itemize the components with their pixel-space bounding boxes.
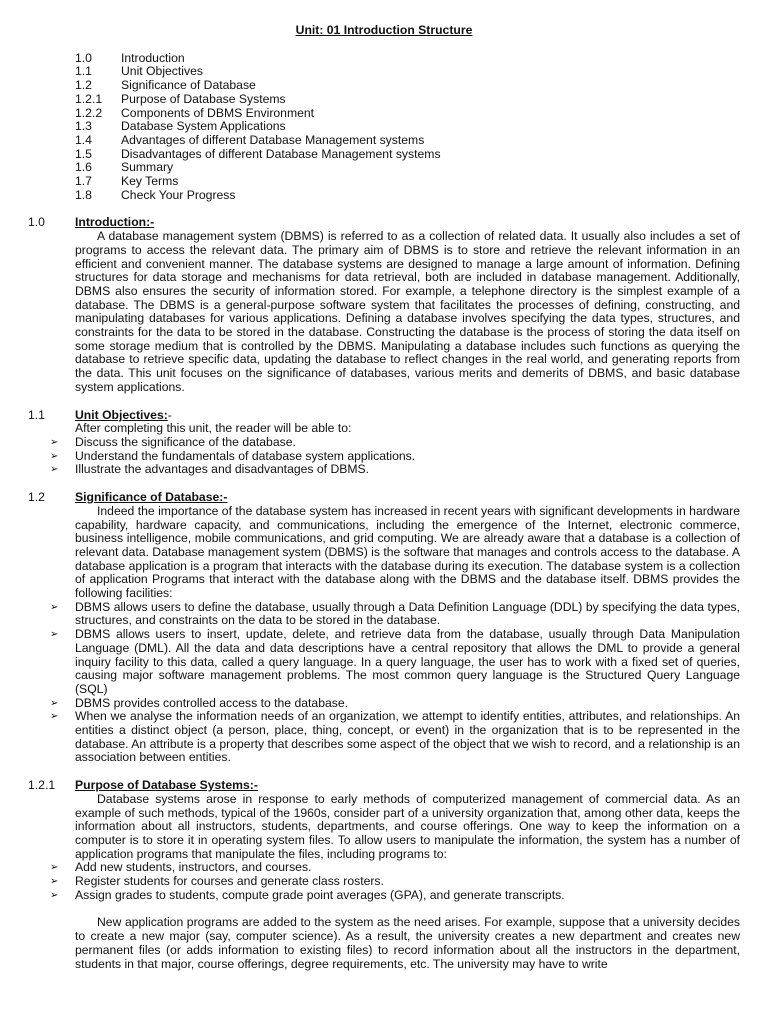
list-item: ➢ Illustrate the advantages and disadvantages of DBMS. bbox=[50, 462, 370, 477]
section-heading bbox=[28, 409, 740, 423]
arrowhead-bullet-icon: ➢ bbox=[50, 711, 59, 723]
toc-item bbox=[75, 175, 740, 189]
toc-number: 1.1 bbox=[75, 64, 92, 79]
arrowhead-bullet-icon: ➢ bbox=[50, 436, 59, 448]
section-title: Significance of Database:- bbox=[75, 490, 228, 505]
toc-label: Unit Objectives bbox=[121, 64, 203, 79]
section-number: 1.2.1 bbox=[28, 778, 56, 793]
toc-number: 1.5 bbox=[75, 146, 92, 161]
objectives-list bbox=[28, 436, 740, 477]
section-significance bbox=[28, 491, 740, 765]
toc-item bbox=[75, 107, 740, 121]
toc-label: Disadvantages of different Database Management systems bbox=[121, 146, 441, 161]
section-purpose bbox=[28, 779, 740, 971]
toc-item bbox=[75, 65, 740, 79]
toc-number: 1.4 bbox=[75, 132, 92, 147]
section-title: Purpose of Database Systems:- bbox=[75, 778, 258, 793]
section-title: Unit Objectives: bbox=[75, 407, 168, 422]
section-number: 1.1 bbox=[28, 407, 45, 422]
facilities-list bbox=[28, 601, 740, 765]
toc-number: 1.2.2 bbox=[75, 105, 103, 120]
list-item: ➢ Understand the fundamentals of database system applications. bbox=[50, 448, 416, 463]
list-item: ➢ DBMS provides controlled access to the database. bbox=[50, 695, 349, 710]
programs-list bbox=[28, 861, 740, 902]
section-title-suffix: - bbox=[167, 407, 172, 422]
arrowhead-bullet-icon: ➢ bbox=[50, 876, 59, 888]
toc-label: Summary bbox=[121, 160, 174, 175]
section-lead: After completing this unit, the reader will be able to: bbox=[75, 421, 352, 436]
unit-title: Unit: 01 Introduction Structure bbox=[295, 23, 473, 37]
toc-item bbox=[75, 161, 740, 175]
section-unit-objectives bbox=[28, 409, 740, 478]
arrowhead-bullet-icon: ➢ bbox=[50, 889, 59, 901]
toc-item bbox=[75, 79, 740, 93]
arrowhead-bullet-icon: ➢ bbox=[50, 862, 59, 874]
toc-label: Database System Applications bbox=[121, 119, 286, 134]
section-heading bbox=[28, 216, 740, 230]
section-introduction bbox=[28, 216, 740, 394]
arrowhead-bullet-icon: ➢ bbox=[50, 697, 59, 709]
arrowhead-bullet-icon: ➢ bbox=[50, 601, 59, 613]
toc-label: Check Your Progress bbox=[121, 187, 236, 202]
toc-item bbox=[75, 52, 740, 66]
toc-number: 1.7 bbox=[75, 174, 92, 189]
toc-label: Purpose of Database Systems bbox=[121, 91, 286, 106]
list-item: ➢ DBMS allows users to insert, update, delete, and retrieve data from the database, usually through Data Manipulation Language (DML). All the data and data descriptions have a central repository that allows the DML to provide a general inquiry facility to this data, called a query language. In a query language, the user has to work with a fixed set of queries, causing major software management problems. The most common query language is the Structured Query Language (SQL) bbox=[50, 627, 740, 696]
arrowhead-bullet-icon: ➢ bbox=[50, 464, 59, 476]
toc-item bbox=[75, 189, 740, 203]
toc-number: 1.2 bbox=[75, 78, 92, 93]
toc-label: Components of DBMS Environment bbox=[121, 105, 315, 120]
arrowhead-bullet-icon: ➢ bbox=[50, 450, 59, 462]
list-item: ➢ Discuss the significance of the database. bbox=[50, 434, 296, 449]
section-number: 1.2 bbox=[28, 490, 45, 505]
arrowhead-bullet-icon: ➢ bbox=[50, 629, 59, 641]
list-item: ➢ Assign grades to students, compute grade point averages (GPA), and generate transcripts. bbox=[50, 887, 565, 902]
table-of-contents bbox=[75, 52, 740, 203]
section-paragraph: A database management system (DBMS) is referred to as a collection of related data. It usually also includes a set of programs to access the relevant data. The primary aim of DBMS is to store and retrieve the relevant information in an efficient and convenient manner. The database systems are designed to manage a large amount of information. Defining structures for data storage and mechanisms for data retrieval, both are included in database management. Additionally, DBMS also ensures the security of information stored. For example, a telephone directory is the simplest example of a database. The DBMS is a general-purpose software system that facilitates the processes of defining, constructing, and manipulating databases for various applications. Defining a database involves specifying the data types, structures, and constraints for the data to be stored in the database. Constructing the database is the process of storing the data itself on some storage medium that is controlled by the DBMS. Manipulating a database includes such functions as querying the database to retrieve specific data, updating the database to reflect changes in the real world, and generating reports from the data. This unit focuses on the significance of databases, various merits and demerits of DBMS, and basic database system applications. bbox=[75, 229, 740, 394]
toc-number: 1.8 bbox=[75, 187, 92, 202]
toc-label: Key Terms bbox=[121, 174, 179, 189]
toc-item bbox=[75, 148, 740, 162]
toc-number: 1.2.1 bbox=[75, 91, 103, 106]
list-item: ➢ Register students for courses and generate class rosters. bbox=[50, 874, 384, 889]
list-item: ➢ DBMS allows users to define the database, usually through a Data Definition Language (DDL) by specifying the data types, structures, and constraints on the data to be stored in the database. bbox=[50, 599, 740, 628]
section-number: 1.0 bbox=[28, 215, 45, 230]
list-item: ➢ Add new students, instructors, and courses. bbox=[50, 860, 312, 875]
section-title: Introduction:- bbox=[75, 215, 155, 230]
section-heading bbox=[28, 491, 740, 505]
section-paragraph: Indeed the importance of the database system has increased in recent years with significant developments in hardware capability, hardware capacity, and communications, including the emergence of the Internet, electronic commerce, business intelligence, mobile communications, and grid computing. We are already aware that a database is a collection of relevant data. Database management system (DBMS) is the software that manages and controls access to the database. A database application is a program that interacts with the database during its execution. The database system is a collection of application Programs that interact with the database along with the DBMS and the database itself. DBMS provides the following facilities: bbox=[75, 503, 740, 601]
list-item: ➢ When we analyse the information needs of an organization, we attempt to identify entities, attributes, and relationships. An entities a distinct object (a person, place, thing, concept, or event) in the organization that is to be represented in the database. An attribute is a property that describes some aspect of the object that we wish to record, and a relationship is an association between entities. bbox=[50, 709, 740, 765]
toc-label: Introduction bbox=[121, 50, 185, 65]
toc-label: Advantages of different Database Management systems bbox=[121, 132, 425, 147]
toc-item bbox=[75, 120, 740, 134]
toc-item bbox=[75, 134, 740, 148]
section-paragraph: Database systems arose in response to early methods of computerized management of commercial data. As an example of such methods, typical of the 1960s, consider part of a university organization that, among other data, keeps the information about all instructors, students, departments, and course offerings. One way to keep the information on a computer is to store it in operating system files. To allow users to manipulate the information, the system has a number of application programs that manipulate the files, including programs to: bbox=[75, 791, 740, 861]
toc-item bbox=[75, 93, 740, 107]
section-heading bbox=[28, 779, 740, 793]
section-paragraph: New application programs are added to the system as the need arises. For example, suppose that a university decides to create a new major (say, computer science). As a result, the university creates a new department and creates new permanent files (or adds information to existing files) to record information about all the instructors in the department, students in that major, course offerings, degree requirements, etc. The university may have to write bbox=[75, 915, 740, 971]
toc-number: 1.0 bbox=[75, 50, 92, 65]
toc-label: Significance of Database bbox=[121, 78, 256, 93]
toc-number: 1.3 bbox=[75, 119, 92, 134]
toc-number: 1.6 bbox=[75, 160, 92, 175]
